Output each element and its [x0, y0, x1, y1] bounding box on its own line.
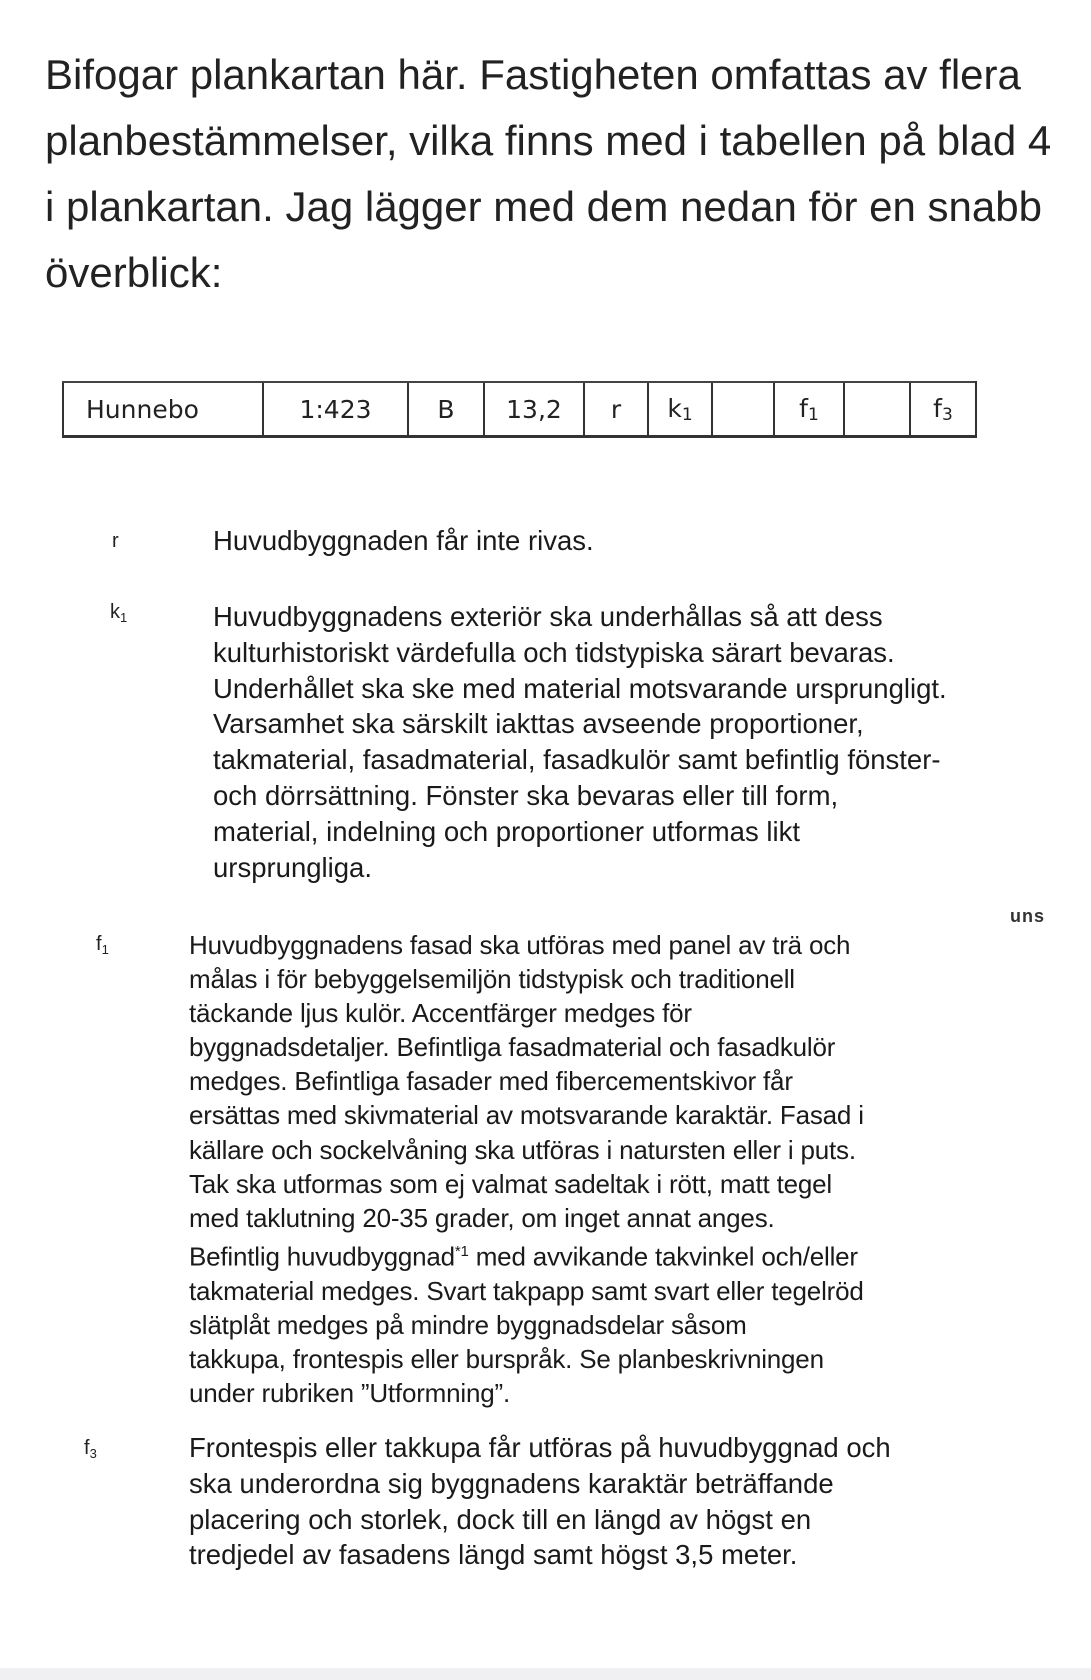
provision-code-f1	[96, 933, 109, 957]
table-cell-empty	[712, 382, 774, 437]
table-cell-f3-letter: f	[933, 393, 942, 423]
table-cell-use: B	[408, 382, 484, 437]
provision-code-sub: 1	[101, 942, 109, 957]
intro-paragraph: Bifogar plankartan här. Fastigheten omfattas av flera planbestämmelser, vilka finns med i tabellen på blad 4 i plankartan. Jag lägger med dem nedan för en snabb överblick:	[45, 51, 1052, 296]
table-row	[63, 382, 976, 437]
provision-code-letter: f	[84, 1437, 90, 1459]
provision-code-letter: r	[112, 530, 119, 552]
table-cell-f3	[910, 382, 976, 437]
provision-code-letter: f	[96, 933, 102, 955]
provision-code-f3	[84, 1437, 97, 1461]
provision-text-f1-part1: Huvudbyggnadens fasad ska utföras med panel av trä och målas i för bebyggelsemiljön tidstypisk och traditionell täckande ljus kulör. Accentfärger medges för byggnadsdetaljer. Befintliga fasadmaterial och fasadkulör medges. Befintliga fasader med fibercementskivor får ersättas med skivmaterial av motsvarande karaktär. Fasad i källare och sockelvåning ska utföras i natursten eller i puts. Tak ska utformas som ej valmat sadeltak i rött, matt tegel med taklutning 20-35 grader, om inget annat anges. Befintlig huvudbyggnad	[189, 930, 864, 1272]
provision-code-letter: k	[110, 601, 120, 623]
table-cell-f1-letter: f	[799, 393, 808, 423]
table-cell-f3-sub: 3	[941, 404, 953, 425]
provision-text-k1: Huvudbyggnadens exteriör ska underhållas så att dess kulturhistoriskt värdefulla och tidstypiska särart bevaras. Underhållet ska ske med material motsvarande ursprungligt. Varsamhet ska särskilt iakttas avseende proportioner, takmaterial, fasadmaterial, fasadkulör samt befintlig fönster- och dörrsättning. Fönster ska bevaras eller till form, material, indelning och proportioner utformas likt ursprungliga.	[213, 601, 947, 883]
table-cell-r: r	[584, 382, 648, 437]
table-cell-empty	[844, 382, 910, 437]
plan-summary-table	[62, 381, 977, 438]
provision-text-f1	[189, 928, 864, 1410]
table-cell-f1-sub: 1	[807, 404, 819, 425]
table-cell-k1	[648, 382, 712, 437]
provision-code-k1	[110, 601, 127, 625]
stray-text: uns	[1010, 906, 1046, 926]
provision-text-f3: Frontespis eller takkupa får utföras på huvudbyggnad och ska underordna sig byggnadens karaktär beträffande placering och storlek, dock till en längd av högst en tredjedel av fasadens längd samt högst 3,5 meter.	[189, 1432, 891, 1571]
table-cell-k1-letter: k	[667, 393, 682, 423]
provision-text-f1-part2: med avvikande takvinkel och/eller takmaterial medges. Svart takpapp samt svart eller tegelröd slätplåt medges på mindre byggnadsdelar såsom takkupa, frontespis eller burspråk. Se planbeskrivningen under rubriken ”Utformning”.	[189, 1241, 864, 1408]
provision-code-sub: 3	[89, 1446, 97, 1461]
table-cell-area: Hunnebo	[63, 382, 263, 437]
provision-code-sub: 1	[120, 610, 128, 625]
provision-text-r: Huvudbyggnaden får inte rivas.	[213, 525, 594, 556]
table-cell-k1-sub: 1	[681, 404, 693, 425]
footnote-marker: *1	[454, 1242, 469, 1260]
bottom-bar	[0, 1668, 1091, 1680]
table-cell-height: 13,2	[484, 382, 584, 437]
table-cell-f1	[774, 382, 844, 437]
table-cell-scale: 1:423	[263, 382, 408, 437]
provision-code-r	[112, 530, 119, 553]
